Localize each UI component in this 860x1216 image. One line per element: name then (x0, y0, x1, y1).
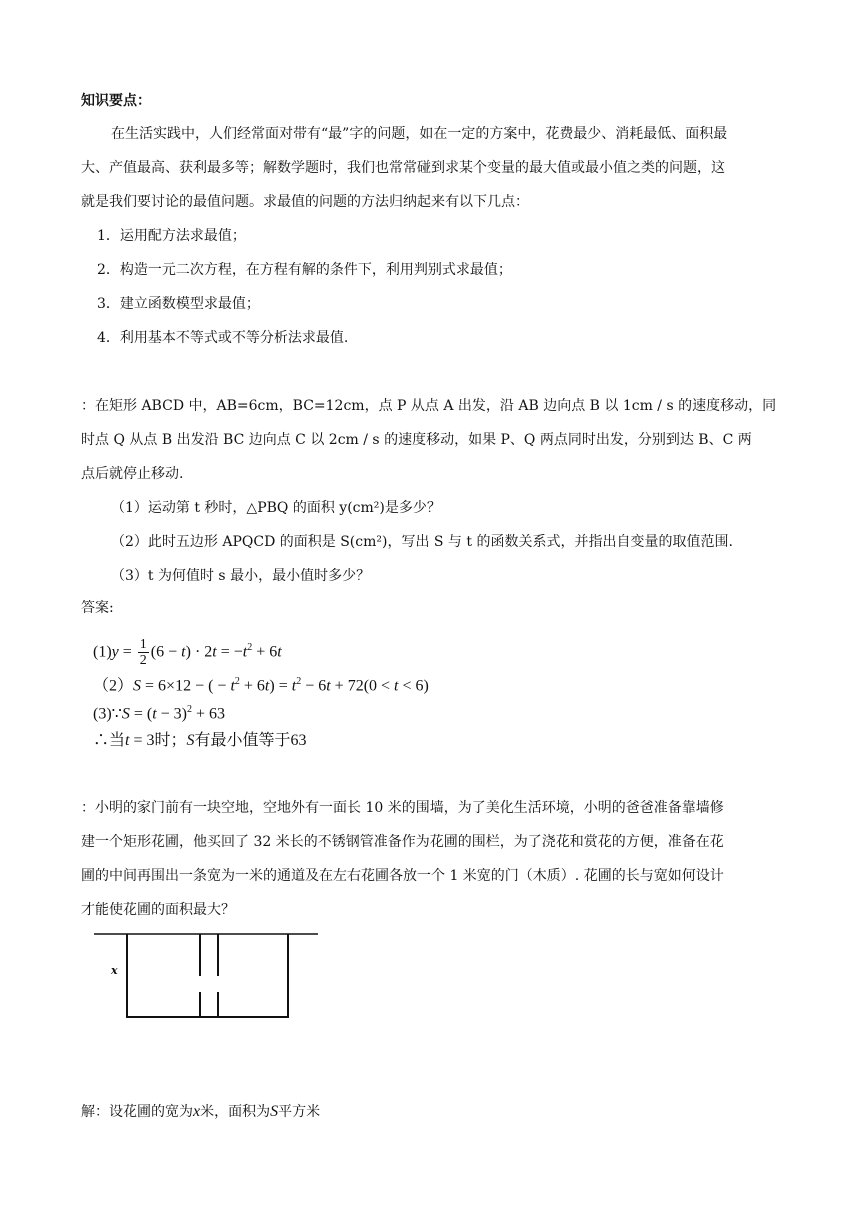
method-item-4: 4．利用基本不等式或不等分析法求最值. (97, 330, 349, 346)
solution-var-x: x (193, 1103, 201, 1120)
fraction-numerator: 1 (139, 637, 147, 653)
example1-question-1: （1）运动第 t 秒时，△PBQ 的面积 y(cm²)是多少？ (111, 500, 441, 516)
intro-line-2: 大、产值最高、获利最多等；解数学题时，我们也常常碰到求某个变量的最大值或最小值之类的问题，这 (81, 160, 725, 176)
answer-conclusion: ∴当t = 3时；S有最小值等于63 (93, 732, 307, 749)
intro-line-1: 在生活实践中，人们经常面对带有“最”字的问题，如在一定的方案中，花费最少、消耗最低、面积最 (111, 126, 728, 142)
answer-2-prefix: （2） (93, 677, 134, 695)
solution-suffix: 平方米 (278, 1104, 321, 1120)
method-item-1: 1．运用配方法求最值； (97, 228, 246, 244)
answer-formula-1: (1)y = $\frac{1}{2}$ $(6 - t) \cdot 2t = -t^2 + 6t$ (93, 637, 282, 669)
example1-line-2: 时点 Q 从点 B 出发沿 BC 边向点 C 以 2cm / s 的速度移动，如果 P、Q 两点同时出发，分别到达 B、C 两 (81, 432, 752, 448)
conclusion-prefix: ∴当 (93, 732, 126, 749)
garden-figure (90, 928, 325, 1024)
example1-question-2: （2）此时五边形 APQCD 的面积是 S(cm²)，写出 S 与 t 的函数关系式，并指出自变量的取值范围. (111, 534, 733, 550)
answer-label: 答案: (81, 600, 114, 616)
fraction-one-half (138, 637, 149, 668)
example1-question-3: （3）t 为何值时 s 最小，最小值时多少？ (111, 568, 371, 584)
example2-line-4: 才能使花圃的面积最大？ (81, 902, 235, 918)
method-item-2: 2．构造一元二次方程，在方程有解的条件下，利用判别式求最值； (97, 262, 512, 278)
example1-line-3: 点后就停止移动. (81, 466, 184, 482)
section-title: 知识要点： (81, 93, 151, 109)
conclusion-suffix: 有最小值等于63 (194, 732, 307, 749)
example2-line-3: 圃的中间再围出一条宽为一米的通道及在左右花圃各放一个 1 米宽的门（木质）. 花圃的长与宽如何设计 (81, 868, 724, 884)
example2-line-1: ：小明的家门前有一块空地，空地外有一面长 10 米的围墙，为了美化生活环境，小明的爸爸准备靠墙修 (81, 800, 724, 816)
answer-formula-2: （2）S = 6×12 − ( − $t^2 + 6t) = t^2 - 6t + 72(0 < t < 6)$ (93, 676, 429, 695)
solution-prefix: 解：设花圃的宽为 (81, 1104, 193, 1120)
solution-line (81, 1104, 320, 1120)
answer-formula-3: (3)∵S = $(t - 3)^2 + 63$ (93, 704, 226, 723)
answer-3-prefix: (3)∵ (93, 705, 122, 723)
solution-var-s: S (270, 1103, 279, 1120)
solution-mid: 米，面积为 (200, 1104, 271, 1120)
method-item-3: 3．建立函数模型求最值； (97, 296, 260, 312)
figure-label-x: x (111, 964, 118, 977)
fraction-denominator: 2 (139, 653, 147, 669)
example2-line-2: 建一个矩形花圃，他买回了 32 米长的不锈钢管准备作为花圃的围栏，为了浇花和赏花的方便，准备在花 (81, 834, 724, 850)
example1-line-1: ：在矩形 ABCD 中，AB=6cm，BC=12cm，点 P 从点 A 出发，沿 AB 边向点 B 以 1cm / s 的速度移动，同 (81, 398, 777, 414)
answer-1-prefix: (1) (93, 643, 112, 661)
intro-line-3: 就是我们要讨论的最值问题。求最值的问题的方法归纳起来有以下几点： (81, 194, 529, 210)
conclusion-mid: 时； (154, 732, 187, 749)
